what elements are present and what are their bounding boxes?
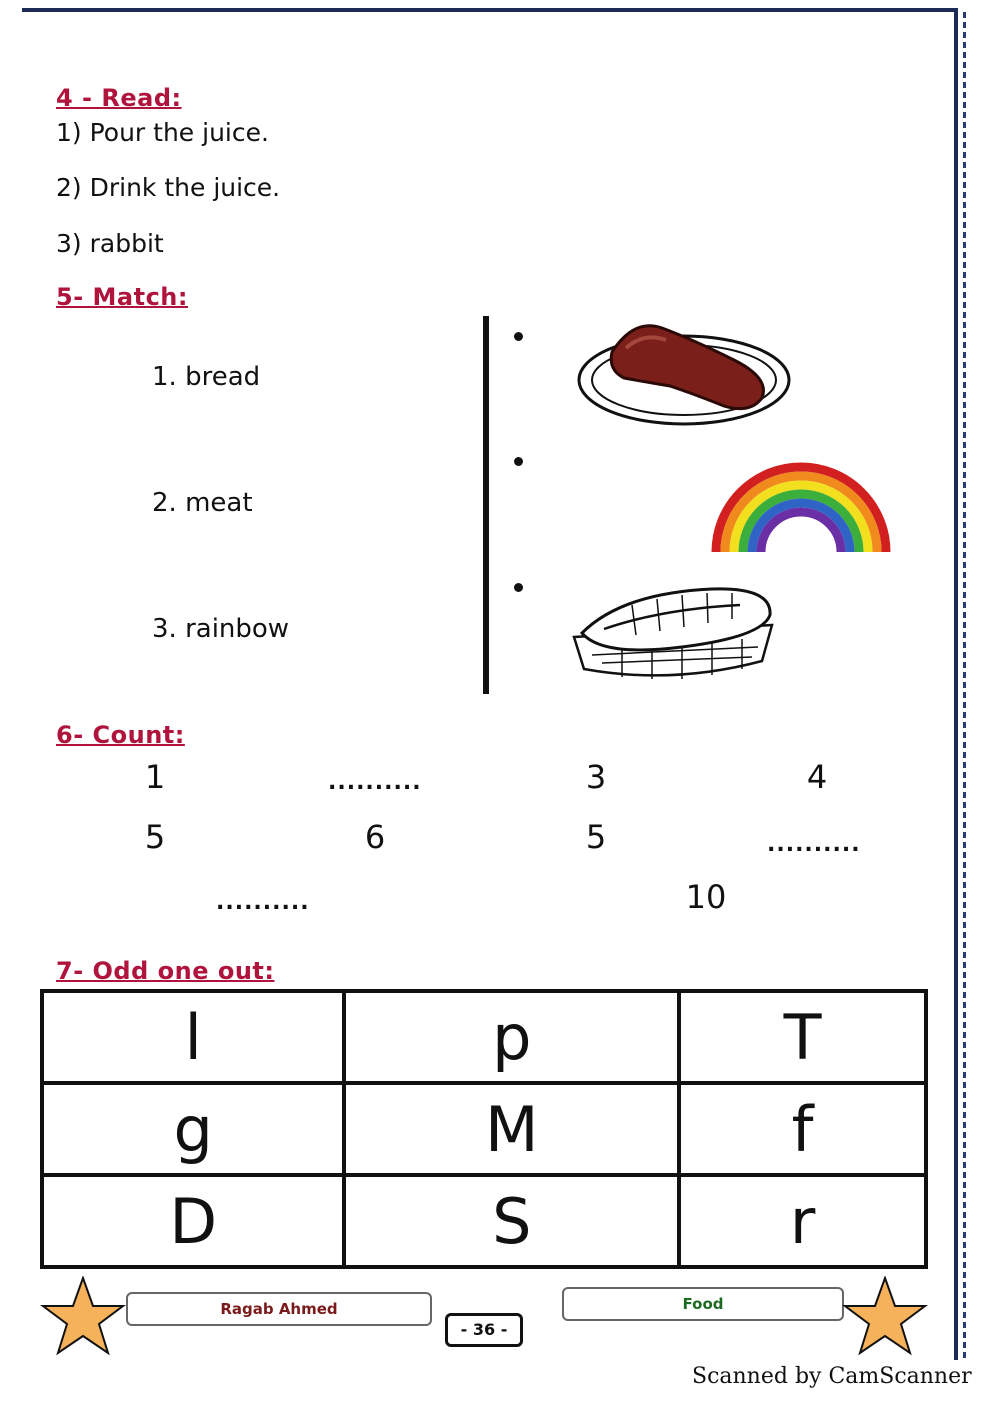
scanner-watermark: Scanned by CamScanner bbox=[692, 1364, 972, 1389]
bread-basket-picture bbox=[562, 585, 784, 689]
page-number: - 36 - bbox=[445, 1313, 523, 1347]
count-number: 5 bbox=[585, 818, 607, 856]
read-heading: 4 - Read: bbox=[56, 84, 182, 112]
star-icon bbox=[842, 1276, 928, 1356]
count-number: 4 bbox=[806, 758, 828, 796]
table-row bbox=[42, 991, 926, 1083]
odd-cell[interactable]: f bbox=[679, 1083, 926, 1175]
read-line-1: 1) Pour the juice. bbox=[56, 118, 269, 147]
match-dot-2[interactable] bbox=[514, 457, 523, 466]
author-label: Ragab Ahmed bbox=[126, 1292, 432, 1326]
match-word-bread: 1. bread bbox=[152, 362, 261, 392]
table-row bbox=[42, 1083, 926, 1175]
meat-on-plate-picture bbox=[574, 318, 796, 430]
count-blank[interactable]: .......... bbox=[216, 890, 310, 915]
rainbow-picture bbox=[706, 448, 896, 558]
count-blank[interactable]: .......... bbox=[328, 770, 422, 795]
count-number: 10 bbox=[685, 878, 727, 916]
odd-cell[interactable]: g bbox=[42, 1083, 344, 1175]
odd-cell[interactable]: T bbox=[679, 991, 926, 1083]
odd-one-out-table bbox=[40, 989, 928, 1269]
count-heading: 6- Count: bbox=[56, 721, 185, 749]
match-word-rainbow: 3. rainbow bbox=[152, 614, 290, 644]
read-line-3: 3) rabbit bbox=[56, 229, 164, 258]
odd-heading: 7- Odd one out: bbox=[56, 957, 275, 985]
read-line-2: 2) Drink the juice. bbox=[56, 173, 281, 202]
topic-label: Food bbox=[562, 1287, 844, 1321]
match-divider bbox=[483, 316, 489, 694]
match-dot-1[interactable] bbox=[514, 332, 523, 341]
odd-cell[interactable]: M bbox=[344, 1083, 679, 1175]
count-number: 5 bbox=[144, 818, 166, 856]
table-row bbox=[42, 1175, 926, 1267]
odd-cell[interactable]: r bbox=[679, 1175, 926, 1267]
odd-cell[interactable]: D bbox=[42, 1175, 344, 1267]
match-heading: 5- Match: bbox=[56, 283, 188, 311]
odd-cell[interactable]: S bbox=[344, 1175, 679, 1267]
count-number: 3 bbox=[585, 758, 607, 796]
count-number: 1 bbox=[144, 758, 166, 796]
count-number: 6 bbox=[364, 818, 386, 856]
match-dot-3[interactable] bbox=[514, 583, 523, 592]
count-blank[interactable]: .......... bbox=[767, 832, 861, 857]
match-word-meat: 2. meat bbox=[152, 488, 253, 518]
odd-cell[interactable]: l bbox=[42, 991, 344, 1083]
odd-cell[interactable]: p bbox=[344, 991, 679, 1083]
star-icon bbox=[40, 1276, 126, 1356]
